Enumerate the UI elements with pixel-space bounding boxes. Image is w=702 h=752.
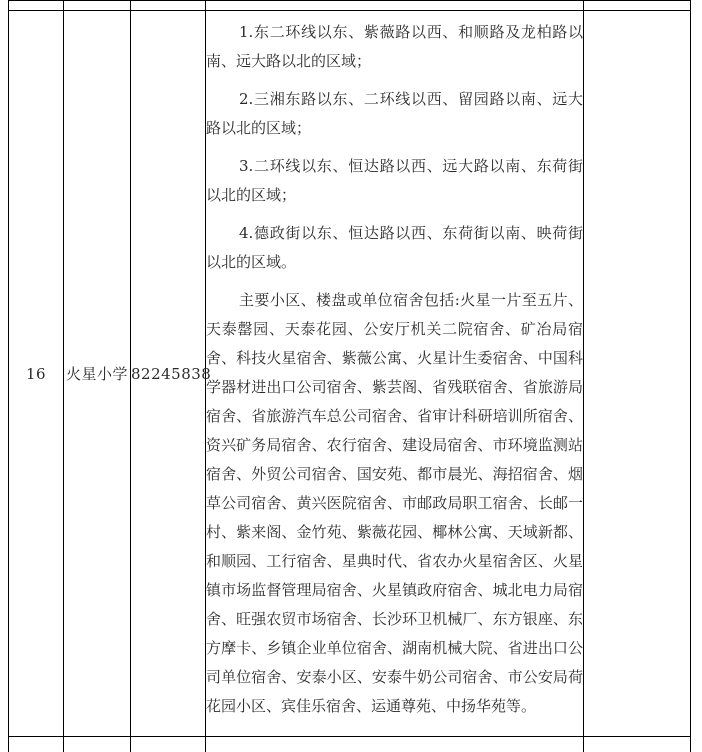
phone-number-cell: 82245838 <box>131 11 206 737</box>
next-row-desc-cell <box>206 737 584 752</box>
table-row-next-partial <box>9 737 691 752</box>
district-boundary-3: 3.二环线以东、恒达路以西、远大路以南、东荷街以北的区域； <box>206 156 583 204</box>
next-row-number-cell <box>9 737 64 752</box>
prev-row-desc-cell <box>206 1 584 11</box>
school-name-cell: 火星小学 <box>64 11 131 737</box>
table-row-previous-partial <box>9 1 691 11</box>
table-row-school-16 <box>9 11 691 737</box>
next-row-name-cell <box>64 737 131 752</box>
district-communities-list: 主要小区、楼盘或单位宿舍包括:火星一片至五片、天泰罄园、天泰花园、公安厅机关二院宿舍、矿冶局宿舍、科技火星宿舍、紫薇公寓、火星计生委宿舍、中国科学器材进出口公司宿舍、紫芸阁、省残联宿舍、省旅游局宿舍、省旅游汽车总公司宿舍、省审计科研培训所宿舍、资兴矿务局宿舍、农行宿舍、建设局宿舍、市环境监测站宿舍、外贸公司宿舍、国安苑、都市晨光、海招宿舍、烟草公司宿舍、黄兴医院宿舍、市邮政局职工宿舍、长邮一村、紫来阁、金竹苑、紫薇花园、椰林公寓、天域新都、和顺园、工行宿舍、星典时代、省农办火星宿舍区、火星镇市场监督管理局宿舍、火星镇政府宿舍、城北电力局宿舍、旺强农贸市场宿舍、长沙环卫机械厂、东方银座、东方摩卡、乡镇企业单位宿舍、湖南机械大院、省进出口公司单位宿舍、安泰小区、安泰牛奶公司宿舍、市公安局荷花园小区、宾佳乐宿舍、运通尊苑、中扬华苑等。 <box>206 290 583 715</box>
remark-cell <box>584 11 691 737</box>
row-number-cell: 16 <box>9 11 64 737</box>
district-boundary-4: 4.德政街以东、恒达路以西、东荷街以南、映荷街以北的区域。 <box>206 223 583 271</box>
district-boundary-1: 1.东二环线以东、紫薇路以西、和顺路及龙柏路以南、远大路以北的区域； <box>206 22 583 70</box>
next-row-phone-cell <box>131 737 206 752</box>
district-description-cell <box>206 11 584 737</box>
prev-row-phone-cell <box>131 1 206 11</box>
prev-row-name-cell <box>64 1 131 11</box>
prev-row-remark-cell <box>584 1 691 11</box>
prev-row-number-cell <box>9 1 64 11</box>
next-row-remark-cell <box>584 737 691 752</box>
school-district-table <box>8 0 691 752</box>
district-boundary-2: 2.三湘东路以东、二环线以西、留园路以南、远大路以北的区域； <box>206 89 583 137</box>
